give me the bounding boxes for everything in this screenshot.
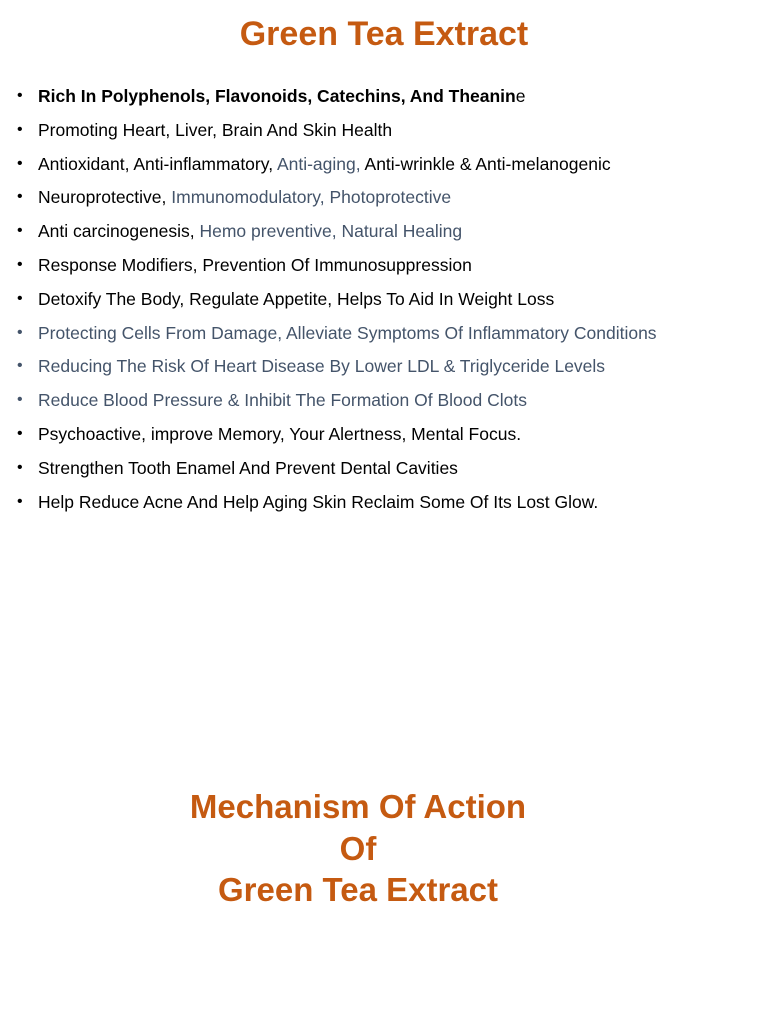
bullet-marker: • (17, 357, 23, 375)
benefit-text: Psychoactive, improve Memory, Your Alertness, Mental Focus. (38, 423, 522, 444)
benefit-text: Reducing The Risk Of Heart Disease By Lower LDL & Triglyceride Levels (38, 356, 606, 377)
benefit-list-item (14, 489, 764, 523)
benefit-text: Immunomodulatory, Photoprotective (171, 187, 452, 208)
benefit-text: Detoxify The Body, Regulate Appetite, Helps To Aid In Weight Loss (38, 288, 555, 309)
benefit-text: Anti-aging, (276, 153, 365, 174)
bullet-marker: • (17, 255, 23, 273)
bullet-marker: • (17, 154, 23, 172)
mechanism-heading (0, 786, 716, 911)
benefit-text: Reduce Blood Pressure & Inhibit The Formation Of Blood Clots (38, 390, 527, 411)
benefit-text: Anti carcinogenesis, (38, 221, 200, 242)
benefits-list (14, 83, 764, 522)
page-title: Green Tea Extract (239, 15, 529, 53)
bullet-marker: • (17, 323, 23, 341)
benefit-list-item (14, 117, 764, 151)
benefit-list-item (14, 421, 764, 455)
benefit-text: Protecting Cells From Damage, Alleviate Symptoms Of Inflammatory Conditions (38, 322, 657, 343)
benefit-text: Rich In Polyphenols, Flavonoids, Catechins, And Theanin (38, 86, 516, 106)
benefit-list-item (14, 252, 764, 286)
bullet-marker: • (17, 222, 23, 240)
benefit-text: e (515, 86, 526, 106)
bullet-marker: • (17, 120, 23, 138)
bullet-marker: • (17, 424, 23, 442)
benefit-list-item (14, 387, 764, 421)
benefit-list-item (14, 184, 764, 218)
benefit-list-item (14, 218, 764, 252)
benefit-list-item (14, 151, 764, 185)
benefit-text: Antioxidant, Anti-inflammatory, (38, 153, 277, 174)
mechanism-heading-line-1: Mechanism Of Action (189, 788, 527, 825)
benefit-text: Anti-wrinkle & Anti-melanogenic (364, 153, 611, 174)
benefit-list-item (14, 320, 764, 354)
benefit-text: Response Modifiers, Prevention Of Immunosuppression (38, 254, 472, 275)
benefit-list-item (14, 353, 764, 387)
bullet-marker: • (17, 492, 23, 510)
benefit-list-item (14, 83, 764, 117)
bullet-marker: • (17, 289, 23, 307)
benefit-text: Neuroprotective, (38, 187, 172, 208)
benefit-text: Hemo preventive, Natural Healing (199, 221, 463, 242)
benefit-list-item (14, 286, 764, 320)
benefit-text: Help Reduce Acne And Help Aging Skin Reclaim Some Of Its Lost Glow. (38, 491, 599, 512)
bullet-marker: • (17, 87, 23, 104)
bullet-marker: • (17, 391, 23, 409)
bullet-marker: • (17, 188, 23, 206)
benefit-text: Strengthen Tooth Enamel And Prevent Dental Cavities (38, 457, 458, 478)
bullet-marker: • (17, 458, 23, 476)
benefit-text: Promoting Heart, Liver, Brain And Skin Health (38, 119, 393, 140)
mechanism-heading-line-2: Of (339, 829, 377, 867)
mechanism-heading-line-3: Green Tea Extract (217, 871, 499, 908)
benefit-list-item (14, 455, 764, 489)
